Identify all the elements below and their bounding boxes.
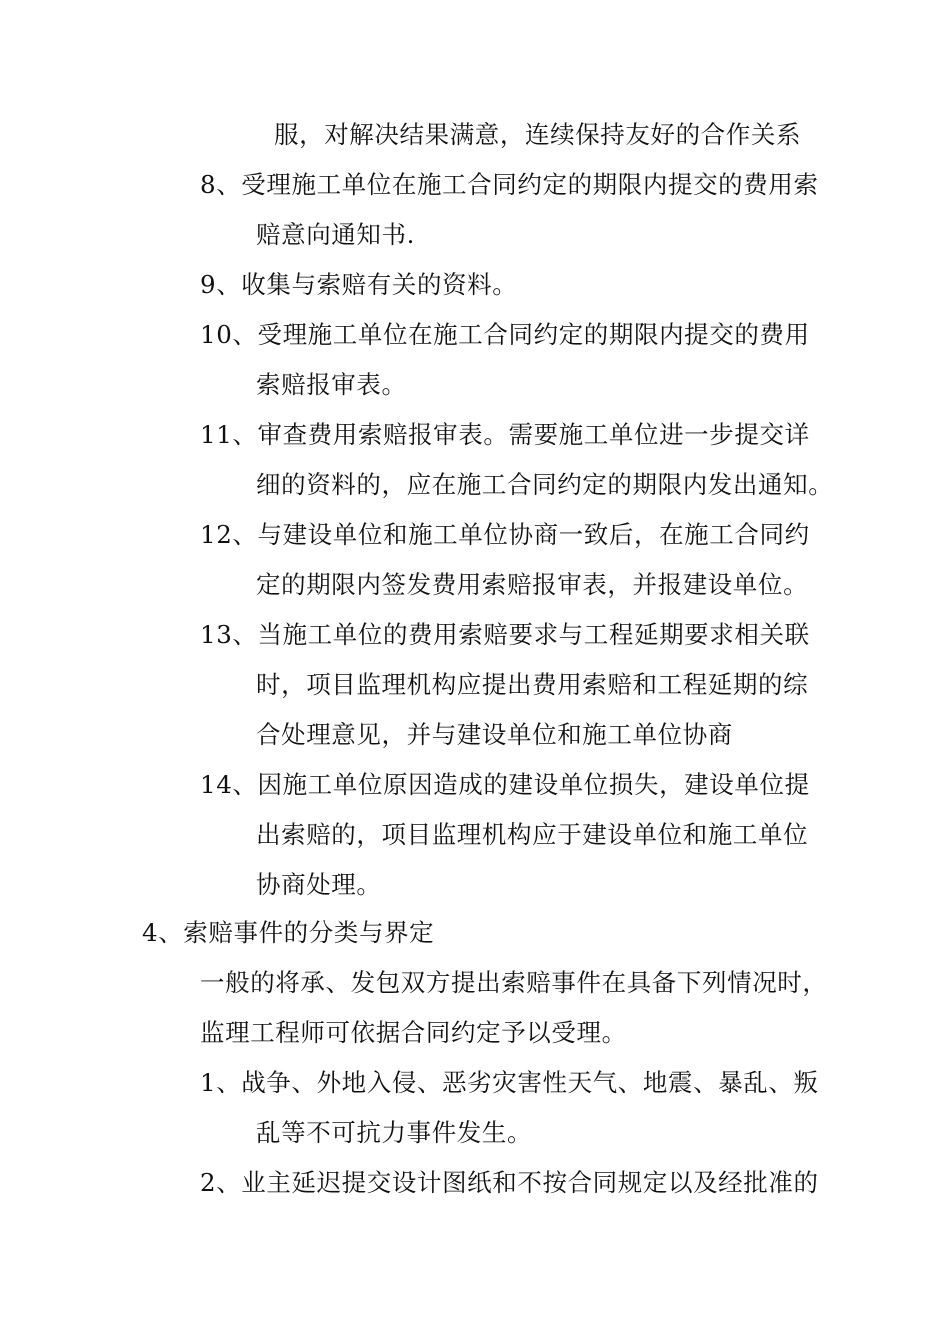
text-line-1: 服，对解决结果满意，连续保持友好的合作关系	[274, 120, 802, 149]
sub-item-1-cont: 乱等不可抗力事件发生。	[256, 1118, 533, 1147]
list-item-12: 12、与建设单位和施工单位协商一致后，在施工合同约	[200, 520, 810, 549]
list-item-12-cont: 定的期限内签发费用索赔报审表，并报建设单位。	[256, 570, 809, 599]
list-item-13-cont-1: 时，项目监理机构应提出费用索赔和工程延期的综	[256, 670, 809, 699]
list-item-14-cont-2: 协商处理。	[256, 870, 382, 899]
sub-item-1: 1、战争、外地入侵、恶劣灾害性天气、地震、暴乱、叛	[200, 1068, 819, 1097]
list-item-8-cont: 赔意向通知书.	[256, 220, 415, 249]
list-item-14: 14、因施工单位原因造成的建设单位损失，建设单位提	[200, 770, 810, 799]
list-item-10: 10、受理施工单位在施工合同约定的期限内提交的费用	[200, 320, 810, 349]
list-item-13: 13、当施工单位的费用索赔要求与工程延期要求相关联	[200, 620, 810, 649]
list-item-14-cont-1: 出索赔的，项目监理机构应于建设单位和施工单位	[256, 820, 809, 849]
list-item-13-cont-2: 合处理意见，并与建设单位和施工单位协商	[256, 720, 733, 749]
section-heading-4: 4、索赔事件的分类与界定	[142, 918, 435, 947]
list-item-11-cont: 细的资料的，应在施工合同约定的期限内发出通知。	[256, 470, 834, 499]
paragraph-line-2: 监理工程师可依据合同约定予以受理。	[200, 1018, 627, 1047]
list-item-11: 11、审查费用索赔报审表。需要施工单位进一步提交详	[200, 420, 810, 449]
paragraph-line-1: 一般的将承、发包双方提出索赔事件在具备下列情况时，	[200, 968, 828, 997]
sub-item-2: 2、业主延迟提交设计图纸和不按合同规定以及经批准的	[200, 1168, 819, 1197]
list-item-9: 9、收集与索赔有关的资料。	[200, 270, 518, 299]
list-item-10-cont: 索赔报审表。	[256, 370, 407, 399]
list-item-8: 8、受理施工单位在施工合同约定的期限内提交的费用索	[200, 170, 819, 199]
